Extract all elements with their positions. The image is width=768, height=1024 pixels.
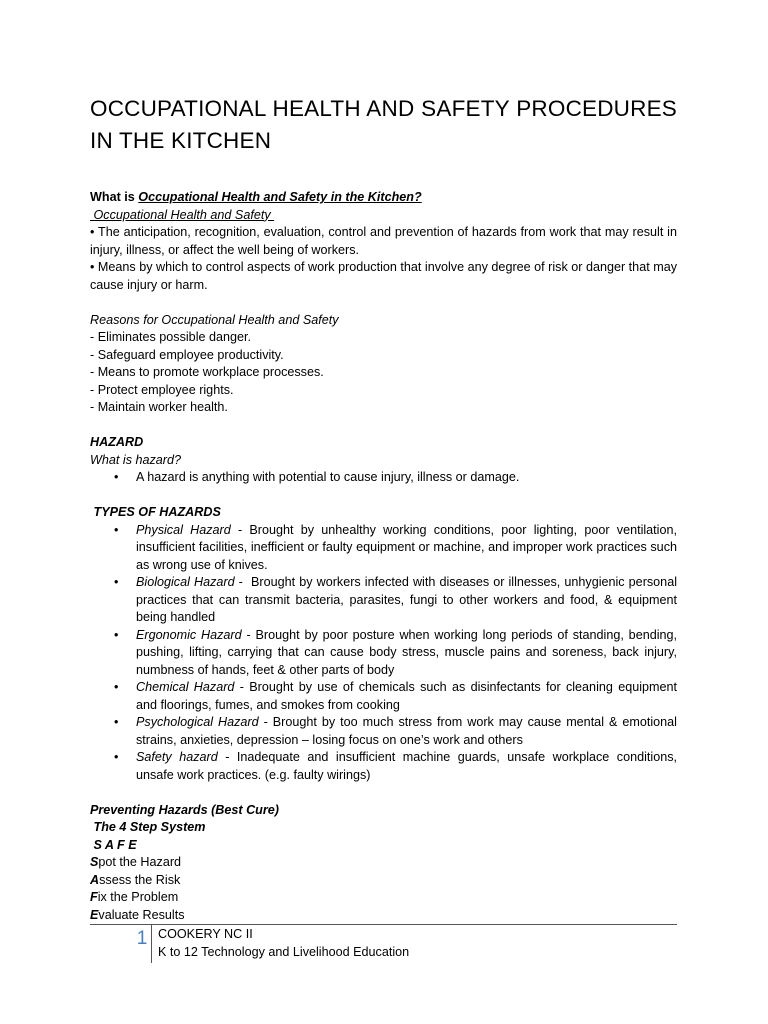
hazard-type-item <box>90 627 677 680</box>
safe-step-text: pot the Hazard <box>98 855 182 869</box>
safe-step <box>90 872 677 890</box>
footer-line-2: K to 12 Technology and Livelihood Education <box>158 944 410 959</box>
hazard-type-name: Safety hazard <box>136 750 218 764</box>
hazard-type-name: Ergonomic Hazard <box>136 627 242 642</box>
footer-text <box>158 926 409 961</box>
ohs-point-2: • Means by which to control aspects of work production that involve any degree of risk or danger that may cause injury or harm. <box>90 260 677 292</box>
safe-step-letter: S <box>90 855 99 869</box>
reason-item: - Maintain worker health. <box>90 400 228 414</box>
hazard-types-list <box>90 522 681 785</box>
what-is-heading <box>90 189 677 207</box>
hazard-type-desc: - Inadequate and insufficient machine guards, unsafe workplace conditions, unsafe work practices. (e.g. faulty wirings) <box>136 750 677 782</box>
hazard-type-name: Psychological Hazard <box>136 715 259 729</box>
hazard-type-name: Chemical Hazard <box>136 680 235 694</box>
hazard-type-name: Biological Hazard <box>136 575 235 589</box>
safe-step <box>90 889 677 907</box>
reason-item: - Safeguard employee productivity. <box>90 347 284 362</box>
hazard-type-item <box>90 714 677 749</box>
hazard-heading: HAZARD <box>90 435 144 449</box>
hazard-question: What is hazard? <box>90 452 181 467</box>
footer-vertical-divider <box>151 925 152 963</box>
four-step-heading: The 4 Step System <box>90 820 206 834</box>
what-is-prefix: What is <box>90 190 139 204</box>
safe-step-text: ix the Problem <box>97 890 179 904</box>
hazard-type-desc: - Brought by use of chemicals such as disinfectants for cleaning equipment and floorings, fumes, and smokes from cooking <box>136 680 678 712</box>
hazard-type-desc: - Brought by unhealthy working conditions, poor lighting, poor ventilation, insufficient facilities, inefficient or faulty equipment or machine, and improper work practices such as wrong use of knives. <box>136 522 677 572</box>
hazard-type-item <box>90 749 677 784</box>
types-heading: TYPES OF HAZARDS <box>90 505 221 519</box>
what-is-emphasis: Occupational Health and Safety in the Kitchen? <box>138 190 422 204</box>
safe-step-letter: A <box>90 872 100 887</box>
footer-line-1: COOKERY NC II <box>158 927 253 941</box>
hazard-type-desc: - Brought by workers infected with diseases or illnesses, unhygienic personal practices that can transmit bacteria, parasites, fungi to other workers and food, & equipment being handled <box>136 575 681 624</box>
ohs-label: Occupational Health and Safety <box>90 207 275 222</box>
footer-divider <box>90 924 677 925</box>
safe-step-letter: F <box>90 890 98 904</box>
safe-step <box>90 854 677 872</box>
reasons-heading: Reasons for Occupational Health and Safety <box>90 312 339 327</box>
reason-item: - Eliminates possible danger. <box>90 330 252 344</box>
hazard-type-desc: - Brought by poor posture when working long periods of standing, bending, pushing, lifting, carrying that can cause body stress, muscle pains and soreness, back injury, numbness of hands, feet & other parts of body <box>136 627 678 677</box>
safe-step <box>90 907 677 925</box>
hazard-type-item <box>90 679 677 714</box>
reason-item: - Means to promote workplace processes. <box>90 365 324 379</box>
hazard-type-item <box>90 522 677 575</box>
document-body <box>90 189 681 924</box>
safe-step-letter: E <box>90 907 99 922</box>
hazard-definition-list <box>90 469 677 487</box>
reason-item: - Protect employee rights. <box>90 382 234 397</box>
page-number: 1 <box>136 928 148 949</box>
hazard-type-desc: - Brought by too much stress from work may cause mental & emotional strains, anxieties, depression – losing focus on one’s work and others <box>136 715 677 747</box>
hazard-definition: • A hazard is anything with potential to cause injury, illness or damage. <box>90 469 677 487</box>
hazard-type-name: Physical Hazard <box>136 522 231 537</box>
page-title: OCCUPATIONAL HEALTH AND SAFETY PROCEDURES IN THE KITCHEN <box>90 96 677 153</box>
hazard-type-item <box>90 574 681 627</box>
preventing-heading: Preventing Hazards (Best Cure) <box>90 802 279 817</box>
safe-acronym: S A F E <box>90 837 137 852</box>
safe-step-text: ssess the Risk <box>99 872 181 887</box>
ohs-point-1: • The anticipation, recognition, evaluation, control and prevention of hazards from work that may result in injury, illness, or affect the well being of workers. <box>90 225 677 257</box>
safe-step-text: valuate Results <box>98 907 185 922</box>
